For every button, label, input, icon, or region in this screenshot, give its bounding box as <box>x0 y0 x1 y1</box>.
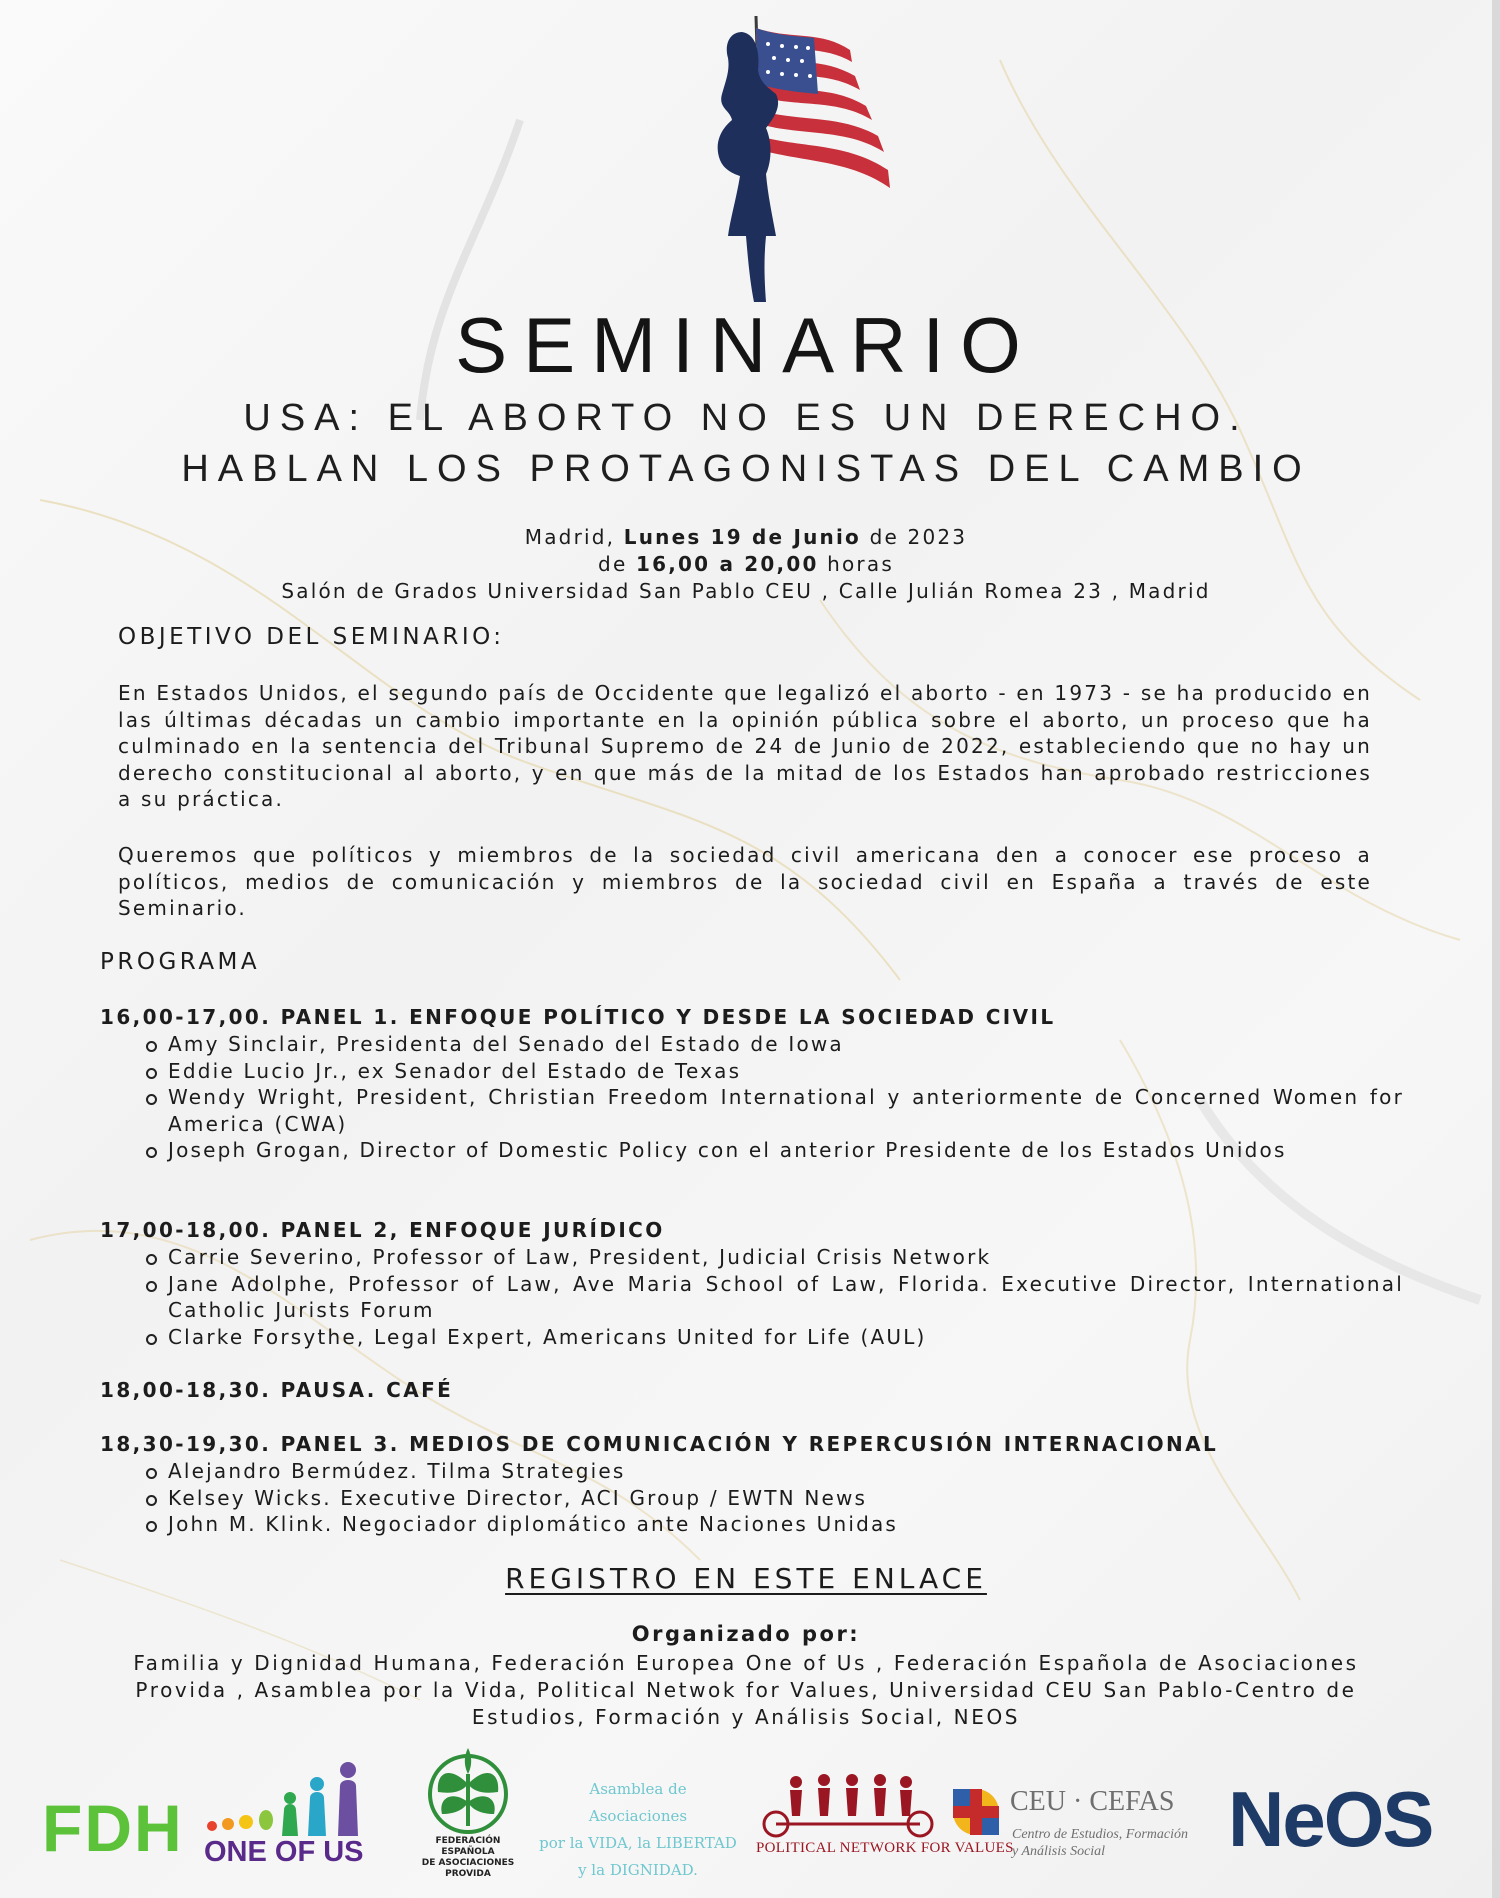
pnv-label: POLITICAL NETWORK FOR VALUES <box>756 1840 1014 1856</box>
event-time-suffix: horas <box>827 552 894 576</box>
registration-link[interactable]: REGISTRO EN ESTE ENLACE <box>505 1562 987 1595</box>
ceu-cefas-title: CEU · CEFAS <box>1010 1786 1175 1817</box>
human-development-icon <box>200 1758 380 1838</box>
one-of-us-label: ONE OF US <box>204 1836 364 1868</box>
event-date: Lunes 19 de Junio <box>623 525 861 549</box>
speaker-item: Kelsey Wicks. Executive Director, ACI Group / EWTN News <box>144 1485 1404 1512</box>
speaker-item: Eddie Lucio Jr., ex Senador del Estado de Texas <box>144 1058 1404 1085</box>
speaker-item: Joseph Grogan, Director of Domestic Policy con el anterior Presidente de los Estados Unidos <box>144 1137 1404 1164</box>
panel-2-title: 17,00-18,00. PANEL 2, ENFOQUE JURÍDICO <box>100 1218 665 1242</box>
asamblea-line2: por la VIDA, la LIBERTAD <box>539 1834 737 1852</box>
speaker-item: John M. Klink. Negociador diplomático ante Naciones Unidas <box>144 1511 1404 1538</box>
ceu-subtitle-line2: y Análisis Social <box>1012 1844 1106 1859</box>
tandem-bicycle-icon <box>756 1768 940 1838</box>
break-title: 18,00-18,30. PAUSA. CAFÉ <box>100 1378 454 1402</box>
panel-1-speakers <box>144 1031 1404 1164</box>
event-date-line <box>0 524 1492 551</box>
objective-paragraph-2: Queremos que políticos y miembros de la sociedad civil americana den a conocer ese proceso a políticos, medios de comunicación y miembros de la sociedad civil en España a través de este Seminario. <box>118 843 1372 921</box>
event-year: de 2023 <box>869 525 968 549</box>
feap-label-line1: FEDERACIÓN ESPAÑOLA <box>435 1836 501 1857</box>
asamblea-logo <box>538 1776 738 1884</box>
organizers-list: Familia y Dignidad Humana, Federación Europea One of Us , Federación Española de Asociaciones Provida , Asamblea por la Vida, Political Netwok for Values, Universidad CEU San Pablo-Centro de Estudios, Formación y Análisis Social, NEOS <box>133 1651 1359 1729</box>
event-time-prefix: de <box>598 552 628 576</box>
ceu-cross-icon <box>950 1786 1002 1838</box>
panel-1-title: 16,00-17,00. PANEL 1. ENFOQUE POLÍTICO Y DESDE LA SOCIEDAD CIVIL <box>100 1005 1056 1029</box>
speaker-item: Wendy Wright, President, Christian Freedom International y anteriormente de Concerned Women for America (CWA) <box>144 1084 1404 1137</box>
sponsor-logos <box>0 1740 1492 1890</box>
ceu-cefas-logo <box>950 1782 1230 1862</box>
organizers-heading: Organizado por: <box>631 1622 861 1646</box>
speaker-item: Carrie Severino, Professor of Law, President, Judicial Crisis Network <box>144 1244 1404 1271</box>
panel-2-speakers <box>144 1244 1404 1350</box>
one-of-us-logo <box>200 1758 380 1868</box>
feap-logo <box>408 1744 528 1879</box>
seminar-subtitle-line1: USA: EL ABORTO NO ES UN DERECHO. <box>243 397 1249 439</box>
feap-label <box>408 1836 528 1880</box>
programme-heading: PROGRAMA <box>100 949 261 975</box>
seminar-subtitle-line2: HABLAN LOS PROTAGONISTAS DEL CAMBIO <box>181 448 1311 490</box>
speaker-item: Jane Adolphe, Professor of Law, Ave Maria School of Law, Florida. Executive Director, International Catholic Jurists Forum <box>144 1271 1404 1324</box>
fdh-logo: FDH <box>42 1791 184 1865</box>
ceu-cefas-subtitle <box>1012 1826 1188 1860</box>
panel-3-speakers <box>144 1458 1400 1538</box>
political-network-for-values-logo <box>756 1768 1014 1868</box>
event-time-line <box>0 551 1492 578</box>
speaker-item: Amy Sinclair, Presidenta del Senado del Estado de Iowa <box>144 1031 1404 1058</box>
pregnant-woman-flag-illustration <box>690 10 900 310</box>
asamblea-line1: Asamblea de Asociaciones <box>588 1780 688 1825</box>
event-time: 16,00 a 20,00 <box>636 552 819 576</box>
neos-logo: NeOS <box>1228 1775 1433 1863</box>
event-venue: Salón de Grados Universidad San Pablo CEU , Calle Julián Romea 23 , Madrid <box>281 579 1211 603</box>
objective-paragraph-1: En Estados Unidos, el segundo país de Occidente que legalizó el aborto - en 1973 - se ha producido en las últimas décadas un cambio importante en la opinión pública sobre el aborto, un proceso que ha culminado en la sentencia del Tribunal Supremo de 24 de Junio de 2022, estableciendo que no hay un derecho constitucional al aborto, y en que más de la mitad de los Estados han aprobado restricciones a su práctica. <box>118 681 1372 812</box>
panel-2 <box>100 1217 1404 1350</box>
ceu-subtitle-line1: Centro de Estudios, Formación <box>1012 1827 1189 1842</box>
event-city: Madrid, <box>524 525 616 549</box>
speaker-item: Alejandro Bermúdez. Tilma Strategies <box>144 1458 1404 1485</box>
seminar-title: SEMINARIO <box>455 301 1037 389</box>
speaker-item: Clarke Forsythe, Legal Expert, Americans United for Life (AUL) <box>144 1324 1404 1351</box>
asamblea-line3: y la DIGNIDAD. <box>578 1861 698 1879</box>
coffee-break <box>100 1377 1400 1404</box>
panel-1 <box>100 1004 1404 1164</box>
plant-icon <box>408 1744 528 1836</box>
panel-3 <box>100 1431 1400 1538</box>
panel-3-title: 18,30-19,30. PANEL 3. MEDIOS DE COMUNICACIÓN Y REPERCUSIÓN INTERNACIONAL <box>100 1432 1219 1456</box>
objective-heading: OBJETIVO DEL SEMINARIO: <box>118 624 505 650</box>
feap-label-line2: DE ASOCIACIONES PROVIDA <box>421 1858 515 1879</box>
usa-flag-icon <box>756 16 890 210</box>
